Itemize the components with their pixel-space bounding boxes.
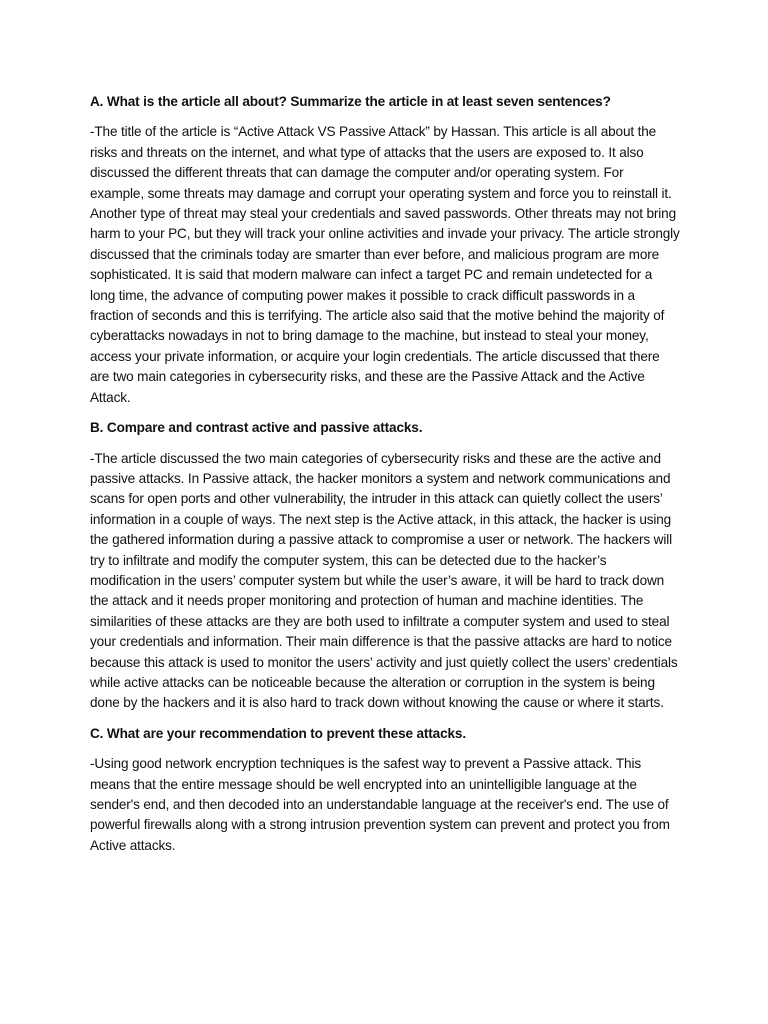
section-c [90, 724, 680, 856]
section-c-heading: C. What are your recommendation to prevent these attacks. [90, 725, 466, 741]
section-a-heading: A. What is the article all about? Summarize the article in at least seven sentences? [90, 94, 611, 109]
section-a-body: -The title of the article is “Active Attack VS Passive Attack” by Hassan. This article is all about the risks and threats on the internet, and what type of attacks that the users are exposed to. It also discussed the different threats that can damage the computer and/or operating system. For example, some threats may damage and corrupt your operating system and force you to reinstall it. Another type of threat may steal your credentials and saved passwords. Other threats may not bring harm to your PC, but they will track your online activities and invade your privacy. The article strongly discussed that the criminals today are smarter than ever before, and malicious program are more sophisticated. It is said that modern malware can infect a target PC and remain undetected for a long time, the advance of computing power makes it possible to crack difficult passwords in a fraction of seconds and this is terrifying. The article also said that the motive behind the majority of cyberattacks nowadays in not to bring damage to the machine, but instead to steal your money, access your private information, or acquire your login credentials. The article discussed that there are two main categories in cybersecurity risks, and these are the Passive Attack and the Active Attack. [90, 124, 680, 405]
section-b-heading: B. Compare and contrast active and passive attacks. [90, 420, 423, 436]
document-page [90, 92, 680, 866]
section-a [90, 92, 680, 408]
section-b [90, 418, 680, 714]
section-c-body: -Using good network encryption techniques is the safest way to prevent a Passive attack. This means that the entire message should be well encrypted into an unintelligible language at the sender's end, and then decoded into an understandable language at the receiver's end. The use of powerful firewalls along with a strong intrusion prevention system can prevent and protect you from Active attacks. [90, 756, 670, 853]
section-b-body: -The article discussed the two main categories of cybersecurity risks and these are the active and passive attacks. In Passive attack, the hacker monitors a system and network communications and scans for open ports and other vulnerability, the intruder in this attack can quietly collect the users’ information in a couple of ways. The next step is the Active attack, in this attack, the hacker is using the gathered information during a passive attack to compromise a user or network. The hackers will try to infiltrate and modify the computer system, this can be detected due to the hacker’s modification in the users’ computer system but while the user’s aware, it will be hard to track down the attack and it needs proper monitoring and protection of human and machine identities. The similarities of these attacks are they are both used to infiltrate a computer system and used to steal your credentials and information. Their main difference is that the passive attacks are hard to notice because this attack is used to monitor the users’ activity and just quietly collect the users’ credentials while active attacks can be noticeable because the alteration or corruption in the system is being done by the hackers and it is also hard to track down without knowing the cause or where it starts. [90, 450, 678, 711]
